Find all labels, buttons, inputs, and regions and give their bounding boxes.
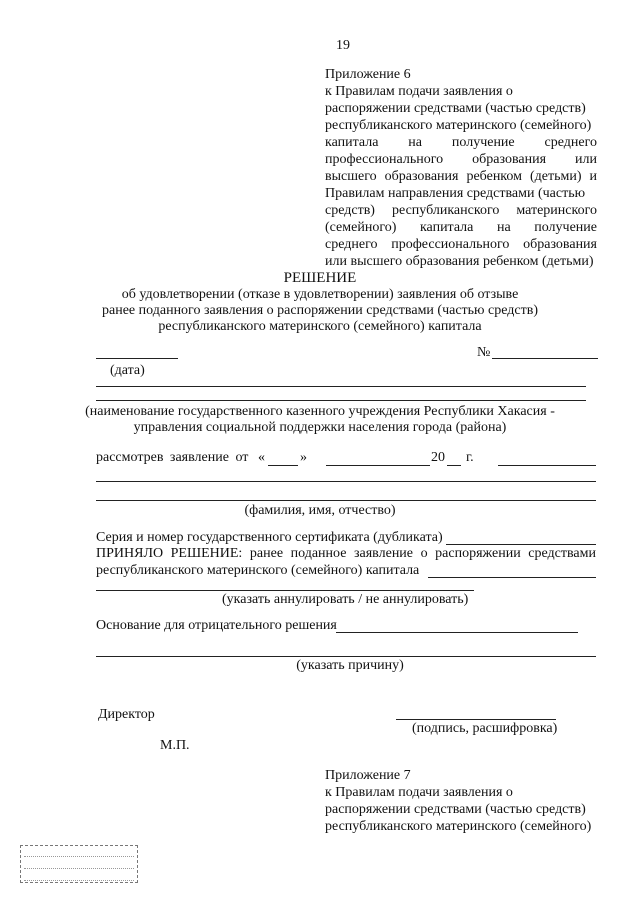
reason-label: Основание для отрицательного решения [96, 618, 337, 633]
day-field[interactable] [268, 465, 298, 466]
appendix-6-line: среднего профессионального образования [325, 237, 597, 252]
director-label: Директор [98, 707, 155, 722]
decision-subtitle-line: республиканского материнского (семейного) капитала [158, 319, 482, 334]
appendix-6-line: Правилам направления средствами (частью [325, 186, 586, 201]
seal-label: М.П. [160, 738, 190, 753]
institution-caption [60, 404, 580, 436]
registration-stamp [20, 845, 138, 883]
month-field[interactable] [326, 465, 430, 466]
appendix-7-line: к Правилам подачи заявления о [325, 785, 513, 800]
institution-caption-line: управления социальной поддержки населения города (района) [133, 420, 507, 435]
appendix-6-line: профессионального образования или [325, 152, 597, 167]
page-number: 19 [336, 38, 350, 53]
decision-subtitle [60, 287, 580, 335]
reason-caption: (указать причину) [296, 658, 404, 673]
date-field[interactable] [96, 358, 178, 359]
decision-title: РЕШЕНИЕ [283, 270, 357, 286]
number-sign: № [477, 345, 491, 360]
appendix-6-line: высшего образования ребенком (детьми) и [325, 169, 597, 184]
appendix-6-line: (семейного) капитала на получение [325, 220, 597, 235]
appendix-7-heading: Приложение 7 [325, 768, 411, 783]
decision-subtitle-line: об удовлетворении (отказе в удовлетворении) заявления об отзыве [121, 287, 519, 302]
appendix-6-line: капитала на получение среднего [325, 135, 597, 150]
signature-caption: (подпись, расшифровка) [412, 721, 558, 736]
reason-field-2[interactable] [96, 656, 596, 657]
decision-value-field[interactable] [428, 577, 596, 578]
fio-caption: (фамилия, имя, отчество) [244, 503, 396, 518]
appendix-6-line: республиканского материнского (семейного) [325, 118, 592, 133]
year-field[interactable] [447, 465, 461, 466]
number-field[interactable] [492, 358, 598, 359]
annul-field[interactable] [96, 590, 474, 591]
considered-label: рассмотрев заявление от [96, 450, 249, 465]
appendix-7-line: республиканского материнского (семейного) [325, 819, 592, 834]
institution-caption-line: (наименование государственного казенного учреждения Республики Хакасия - [85, 404, 555, 419]
applicant-field-2[interactable] [96, 500, 596, 501]
quote-close: » [300, 450, 307, 465]
appendix-6-line: средств) республиканского материнского [325, 203, 597, 218]
appendix-6-block [325, 66, 597, 270]
institution-name-field[interactable] [96, 386, 586, 387]
reason-field[interactable] [336, 632, 578, 633]
institution-name-field-2[interactable] [96, 400, 586, 401]
year-prefix: 20 [431, 450, 445, 465]
decision-line-1: ПРИНЯЛО РЕШЕНИЕ: ранее поданное заявление о распоряжении средствами [96, 546, 596, 561]
application-number-field[interactable] [498, 465, 596, 466]
appendix-6-line: распоряжении средствами (частью средств) [325, 101, 586, 116]
quote-open: « [258, 450, 265, 465]
decision-subtitle-line: ранее поданного заявления о распоряжении средствами (частью средств) [102, 303, 538, 318]
applicant-field[interactable] [96, 481, 596, 482]
appendix-7-line: распоряжении средствами (частью средств) [325, 802, 586, 817]
annul-caption: (указать аннулировать / не аннулировать) [222, 592, 469, 607]
appendix-6-line: к Правилам подачи заявления о [325, 84, 513, 99]
appendix-6-line: или высшего образования ребенком (детьми) [325, 254, 594, 269]
date-caption: (дата) [110, 363, 145, 378]
certificate-label: Серия и номер государственного сертификата (дубликата) [96, 530, 443, 545]
decision-line-2: республиканского материнского (семейного) капитала [96, 563, 420, 578]
year-suffix: г. [466, 450, 474, 465]
certificate-field[interactable] [446, 544, 596, 545]
appendix-7-block [325, 767, 597, 835]
signature-field[interactable] [396, 719, 556, 720]
appendix-6-heading: Приложение 6 [325, 67, 411, 82]
